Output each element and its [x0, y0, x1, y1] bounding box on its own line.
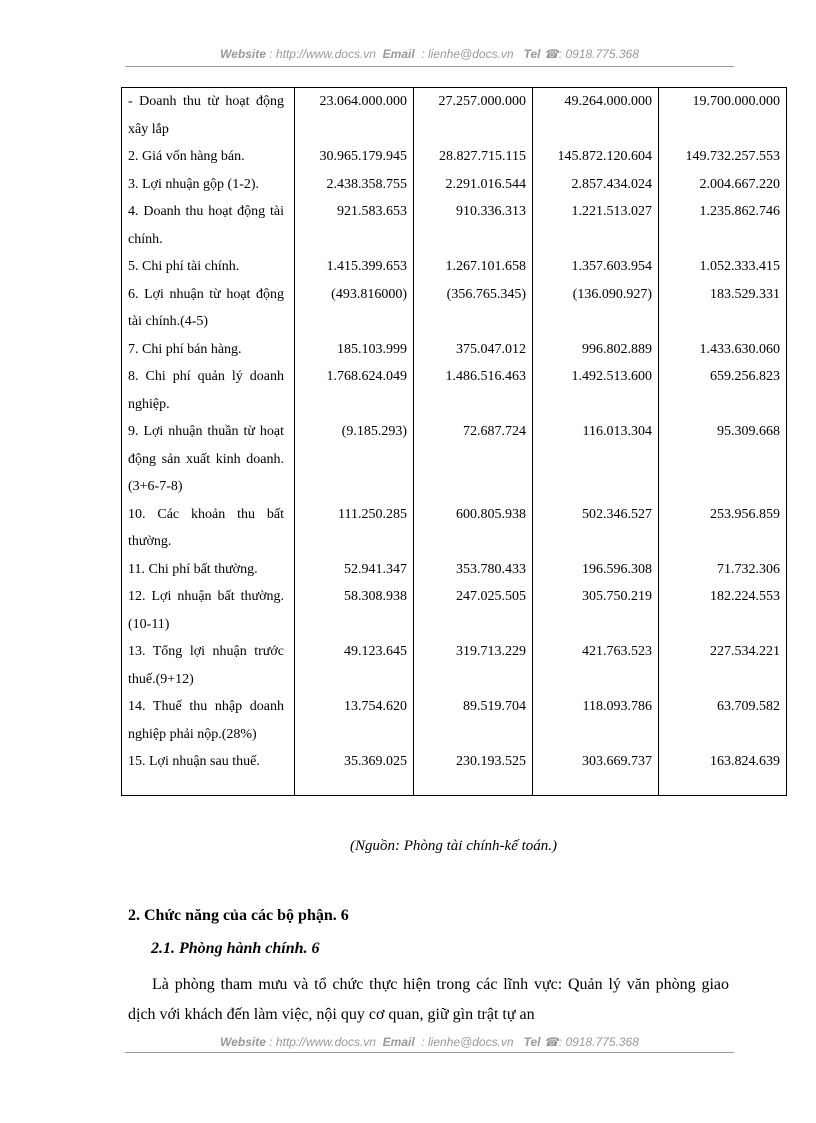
- footer-email-value: : lienhe@docs.vn: [421, 1035, 514, 1049]
- row-label: - Doanh thu từ hoạt động xây lắp: [122, 88, 295, 144]
- value-cell: 95.309.668: [659, 418, 787, 501]
- value-cell: 49.264.000.000: [533, 88, 659, 144]
- value-cell: 58.308.938: [295, 583, 414, 638]
- row-label: 15. Lợi nhuận sau thuế.: [122, 748, 295, 776]
- value-cell: 2.291.016.544: [414, 171, 533, 199]
- footer-tel-value: : 0918.775.368: [558, 1035, 639, 1049]
- value-cell: 502.346.527: [533, 501, 659, 556]
- row-label: 6. Lợi nhuận từ hoạt động tài chính.(4-5): [122, 281, 295, 336]
- row-label: 2. Giá vốn hàng bán.: [122, 143, 295, 171]
- value-cell: 1.357.603.954: [533, 253, 659, 281]
- table-row: [122, 418, 787, 501]
- table-row: [122, 198, 787, 253]
- value-cell: 19.700.000.000: [659, 88, 787, 144]
- footer-phone-icon: ☎: [543, 1035, 559, 1049]
- footer-divider: [125, 1052, 734, 1053]
- row-label: 10. Các khoản thu bất thường.: [122, 501, 295, 556]
- section-heading: 2. Chức năng của các bộ phận. 6: [128, 907, 349, 924]
- value-cell: 303.669.737: [533, 748, 659, 776]
- empty-cell: [122, 776, 295, 796]
- value-cell: 13.754.620: [295, 693, 414, 748]
- value-cell: 111.250.285: [295, 501, 414, 556]
- email-label: Email: [382, 47, 415, 61]
- table-row: [122, 693, 787, 748]
- value-cell: 118.093.786: [533, 693, 659, 748]
- footer-email-label: Email: [382, 1035, 415, 1049]
- financial-table-body: [122, 88, 787, 796]
- empty-cell: [295, 776, 414, 796]
- empty-cell: [659, 776, 787, 796]
- row-label: 13. Tổng lợi nhuận trước thuế.(9+12): [122, 638, 295, 693]
- table-row: [122, 363, 787, 418]
- value-cell: 227.534.221: [659, 638, 787, 693]
- value-cell: 1.768.624.049: [295, 363, 414, 418]
- value-cell: 305.750.219: [533, 583, 659, 638]
- empty-cell: [533, 776, 659, 796]
- value-cell: 71.732.306: [659, 556, 787, 584]
- table-row: [122, 638, 787, 693]
- email-value: : lienhe@docs.vn: [421, 47, 514, 61]
- value-cell: 196.596.308: [533, 556, 659, 584]
- value-cell: (136.090.927): [533, 281, 659, 336]
- table-spacer-row: [122, 776, 787, 796]
- value-cell: 659.256.823: [659, 363, 787, 418]
- table-row: [122, 336, 787, 364]
- row-label: 14. Thuế thu nhập doanh nghiệp phải nộp.(28%): [122, 693, 295, 748]
- body-paragraph: Là phòng tham mưu và tổ chức thực hiện trong các lĩnh vực: Quản lý văn phòng giao dịch với khách đến làm việc, nội quy cơ quan, giữ gìn trật tự an: [128, 976, 729, 1023]
- value-cell: 1.221.513.027: [533, 198, 659, 253]
- value-cell: 72.687.724: [414, 418, 533, 501]
- row-label: 4. Doanh thu hoạt động tài chính.: [122, 198, 295, 253]
- tel-value: : 0918.775.368: [558, 47, 639, 61]
- value-cell: 1.267.101.658: [414, 253, 533, 281]
- table-row: [122, 143, 787, 171]
- footer-website-label: Website: [220, 1035, 266, 1049]
- value-cell: 319.713.229: [414, 638, 533, 693]
- row-label: 5. Chi phí tài chính.: [122, 253, 295, 281]
- value-cell: 27.257.000.000: [414, 88, 533, 144]
- footer-tel-label: Tel: [523, 1035, 541, 1049]
- value-cell: 1.492.513.600: [533, 363, 659, 418]
- empty-cell: [414, 776, 533, 796]
- value-cell: 353.780.433: [414, 556, 533, 584]
- value-cell: 23.064.000.000: [295, 88, 414, 144]
- source-note: (Nguồn: Phòng tài chính-kế toán.): [349, 838, 558, 854]
- value-cell: 921.583.653: [295, 198, 414, 253]
- table-row: [122, 281, 787, 336]
- row-label: 7. Chi phí bán hàng.: [122, 336, 295, 364]
- value-cell: 185.103.999: [295, 336, 414, 364]
- financial-table: [121, 87, 787, 796]
- value-cell: 230.193.525: [414, 748, 533, 776]
- table-row: [122, 171, 787, 199]
- value-cell: 63.709.582: [659, 693, 787, 748]
- value-cell: (9.185.293): [295, 418, 414, 501]
- table-row: [122, 501, 787, 556]
- value-cell: 375.047.012: [414, 336, 533, 364]
- value-cell: 182.224.553: [659, 583, 787, 638]
- value-cell: 49.123.645: [295, 638, 414, 693]
- value-cell: 1.433.630.060: [659, 336, 787, 364]
- website-label: Website: [220, 47, 266, 61]
- value-cell: 2.857.434.024: [533, 171, 659, 199]
- row-label: 9. Lợi nhuận thuần từ hoạt động sản xuất kinh doanh.(3+6-7-8): [122, 418, 295, 501]
- value-cell: (493.816000): [295, 281, 414, 336]
- value-cell: 600.805.938: [414, 501, 533, 556]
- row-label: 8. Chi phí quản lý doanh nghiệp.: [122, 363, 295, 418]
- value-cell: 52.941.347: [295, 556, 414, 584]
- value-cell: 149.732.257.553: [659, 143, 787, 171]
- table-row: [122, 88, 787, 144]
- value-cell: 183.529.331: [659, 281, 787, 336]
- value-cell: 247.025.505: [414, 583, 533, 638]
- value-cell: 421.763.523: [533, 638, 659, 693]
- value-cell: 163.824.639: [659, 748, 787, 776]
- value-cell: 1.052.333.415: [659, 253, 787, 281]
- subsection-heading: 2.1. Phòng hành chính. 6: [151, 940, 320, 957]
- page-header: [125, 47, 734, 61]
- row-label: 3. Lợi nhuận gộp (1-2).: [122, 171, 295, 199]
- table-row: [122, 583, 787, 638]
- value-cell: 1.415.399.653: [295, 253, 414, 281]
- value-cell: 253.956.859: [659, 501, 787, 556]
- table-row: [122, 253, 787, 281]
- website-value: : http://www.docs.vn: [269, 47, 376, 61]
- tel-label: Tel: [523, 47, 541, 61]
- value-cell: (356.765.345): [414, 281, 533, 336]
- header-divider: [125, 66, 734, 67]
- footer-website-value: : http://www.docs.vn: [269, 1035, 376, 1049]
- row-label: 11. Chi phí bất thường.: [122, 556, 295, 584]
- value-cell: 116.013.304: [533, 418, 659, 501]
- value-cell: 1.486.516.463: [414, 363, 533, 418]
- phone-icon: ☎: [543, 47, 559, 61]
- value-cell: 28.827.715.115: [414, 143, 533, 171]
- value-cell: 2.438.358.755: [295, 171, 414, 199]
- table-row: [122, 556, 787, 584]
- row-label: 12. Lợi nhuận bất thường.(10-11): [122, 583, 295, 638]
- value-cell: 910.336.313: [414, 198, 533, 253]
- value-cell: 30.965.179.945: [295, 143, 414, 171]
- page-footer: [125, 1035, 734, 1049]
- value-cell: 1.235.862.746: [659, 198, 787, 253]
- value-cell: 996.802.889: [533, 336, 659, 364]
- value-cell: 35.369.025: [295, 748, 414, 776]
- value-cell: 2.004.667.220: [659, 171, 787, 199]
- value-cell: 89.519.704: [414, 693, 533, 748]
- value-cell: 145.872.120.604: [533, 143, 659, 171]
- table-row: [122, 748, 787, 776]
